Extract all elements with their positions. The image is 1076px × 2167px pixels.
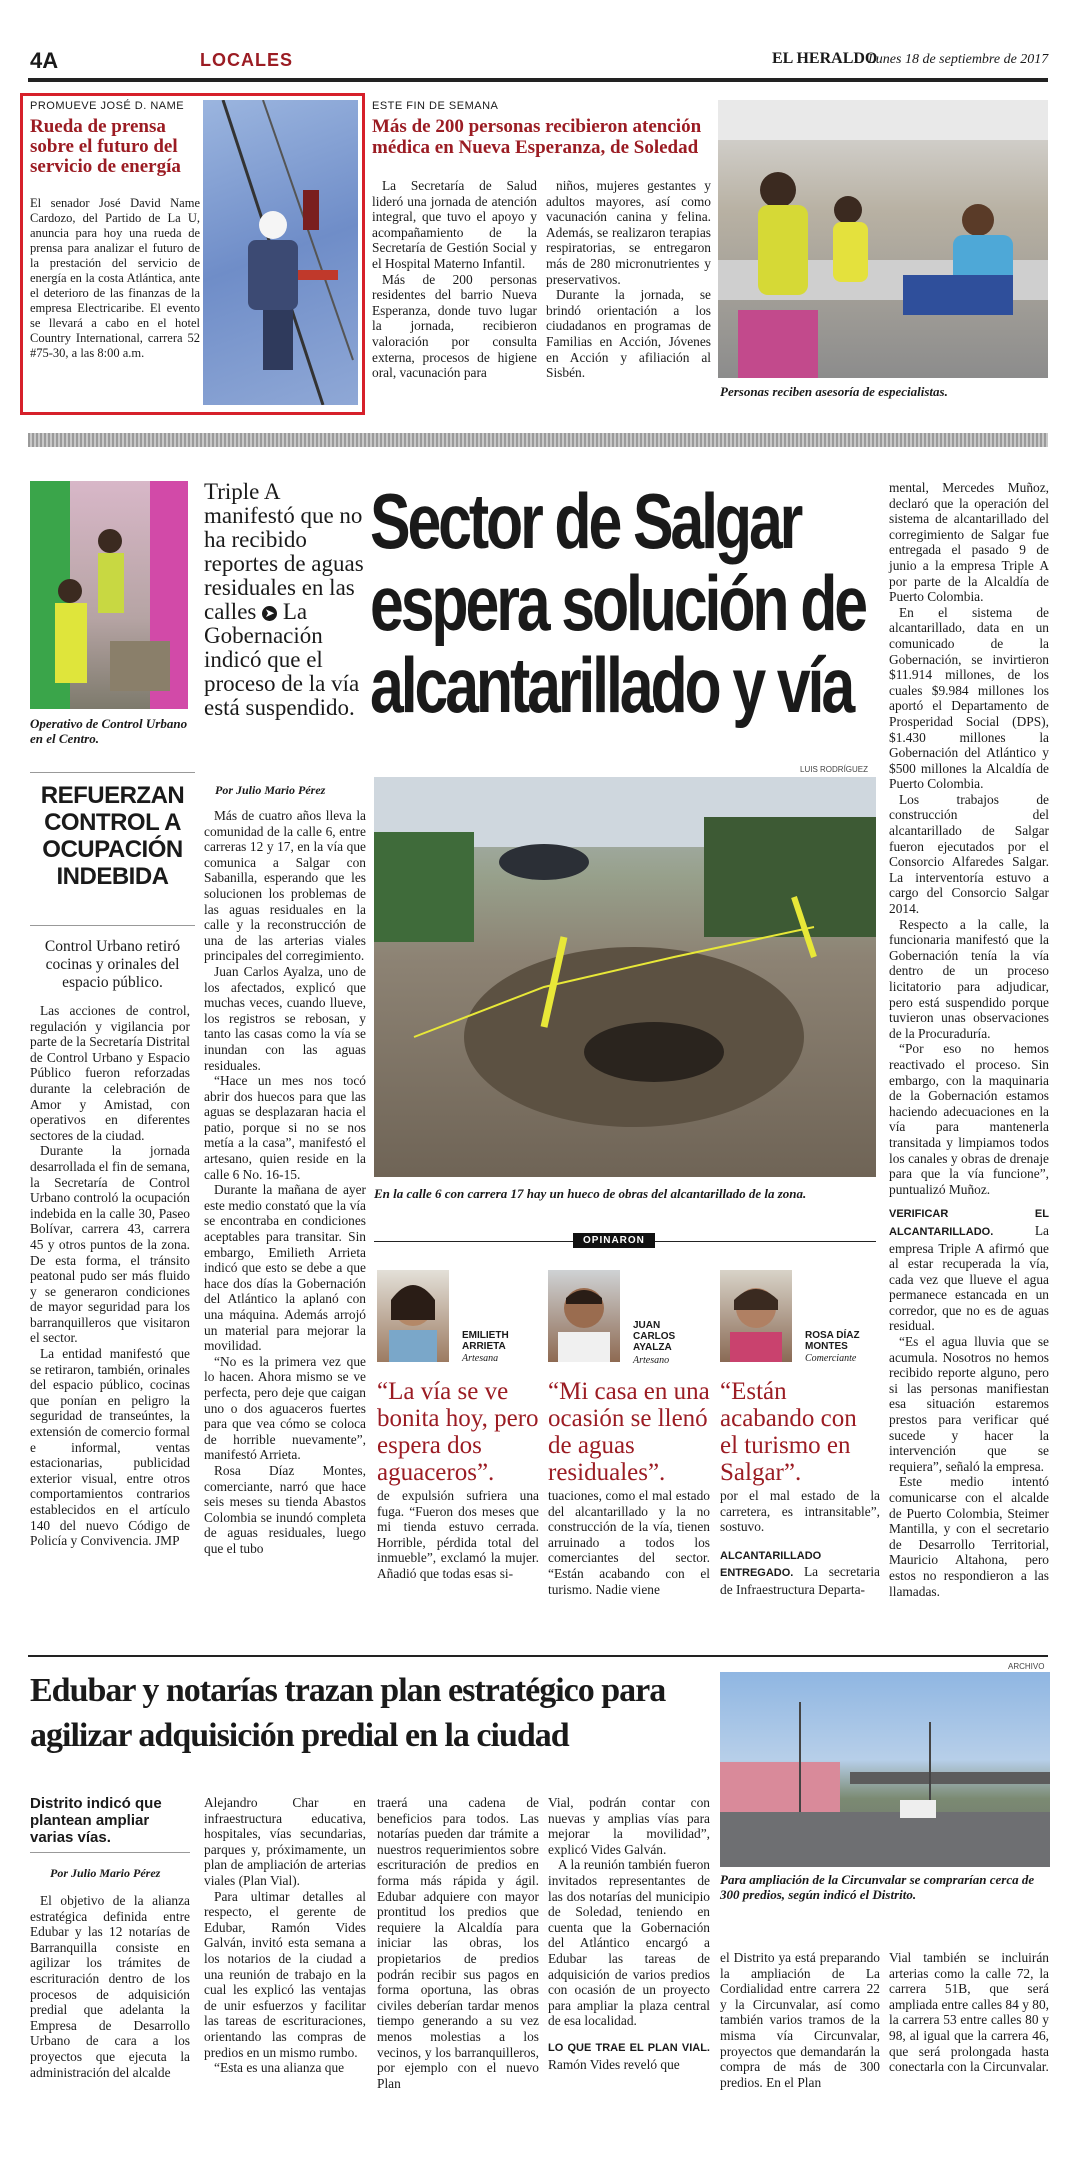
health-title: Más de 200 personas recibieron atención médica en Nueva Esperanza, de Soledad	[372, 116, 702, 158]
edubar-rule	[28, 1655, 1048, 1657]
control-body: Las acciones de control, regulación y vigilancia por parte de la Secretaría Distrital de Control Urbano y Espacio Público fueron reforzadas durante la celebración de Amor y Amistad, con operativos en diferentes sectores de la ciudad. Durante la jornada desarrollada el fin de semana, la Secretaría de Control Urbano controló la ocupación indebida en la calle 30, Paseo Bolívar, carrera 43, carrera 45 y otros puntos de la zona. De esta forma, el tránsito peatonal pudo ser más fluido y se generaron condiciones de mayor seguridad para los barranquilleros que visitaron el sector. La entidad manifestó que se retiraron, también, orinales del espacio público, cocinas que ponían en peligro la seguridad de transeúntes, la extensión de comercio formal e informal, ventas estacionarias, publicidad exterior visual, entre otros comportamientos contrarios establecidos en el artículo 140 del nuevo Código de Policía y Convivencia. JMP	[30, 1003, 190, 1549]
salgar-bottom-col-2: de expulsión sufriera una fuga. “Fueron dos meses que mi tienda estuvo cerrada. Horrible, pérdida total del inmueble”, exclamó la mujer. Añadió que todas esas si-	[377, 1488, 539, 1581]
brief-kicker: PROMUEVE JOSÉ D. NAME	[30, 100, 185, 112]
opinion-photo-1	[377, 1270, 449, 1362]
edubar-col-2: Alejandro Char en infraestructura educativa, hospitales, vías secundarias, parques y, próximamente, un plan de ampliación de arterias viales (Plan Vial). Para ultimar detalles al respecto, el gerente de Edubar, Ramón Vides Galván, invitó esta semana a los notarios de la ciudad a una reunión de trabajo en la cual les explicó las ventajas de unir esfuerzos y facilitar las tareas de escrituraciones, orientando las compras de predios en un mismo rumbo. “Esta es una alianza que	[204, 1795, 366, 2076]
salgar-bottom-col-3: tuaciones, como el mal estado del alcantarillado y la no construcción de la vía, tienen arruinado a todos los comerciantes del sector. “Están acabando con el turismo. Nadie viene	[548, 1488, 710, 1597]
arrow-right-icon: ➤	[262, 606, 277, 621]
opinion-quote-2: “Mi casa en una ocasión se llenó de aguas residuales”.	[548, 1378, 710, 1486]
opinion-photo-3	[720, 1270, 792, 1362]
health-col-1: La Secretaría de Salud lideró una jornada de atención integral, que tuvo el apoyo y acompañamiento de la Secretaría de Gestión Social y el Hospital Materno Infantil. Más de 200 personas residentes del barrio Nueva Esperanza, donde tuvo lugar la jornada, recibieron valoración por consulta externa, procesos de higiene oral, vacunación para	[372, 178, 537, 381]
brief-photo	[203, 100, 358, 405]
opinion-role-1: Artesana	[462, 1353, 499, 1364]
opinion-name-2: JUAN CARLOS AYALZA	[633, 1320, 676, 1353]
opinaron-label: OPINARON	[573, 1233, 655, 1248]
edubar-col-4: Vial, podrán contar con nuevas y amplias vías para mejorar la movilidad”, explicó Vides Galván. A la reunión también fueron invitados representantes de las dos notarías del municipio de Soledad, teniendo en cuenta que la Gobernación del Atlántico encargó a Edubar las tareas de adquisición de varios predios con ocasión de un proyecto para ampliar la plaza central de esa localidad. LO QUE TRAE EL PLAN VIAL. Ramón Vides reveló que	[548, 1795, 710, 2072]
health-col-2: niños, mujeres gestantes y adultos mayores, así como vacunación canina y felina. Además, se realizaron terapias respiratorias, se entregaron más de 280 micronutrientes y preservativos. Durante la jornada, se brindó orientación a los ciudadanos en programas de Familias en Acción, Jóvenes en Acción y afiliación al Sisbén.	[546, 178, 711, 381]
edubar-deck: Distrito indicó que plantean ampliar varias vías.	[30, 1795, 162, 1846]
edubar-col-1: El objetivo de la alianza estratégica definida entre Edubar y las 12 notarías de Barranquilla consiste en agilizar los trámites de escrituración dentro de los procesos de adquisición predial que adelanta la Empresa de Desarrollo Urbano de cara a los proyectos que ejecuta la administración del alcalde	[30, 1893, 190, 2080]
opinion-name-1: EMILIETH ARRIETA	[462, 1330, 509, 1352]
salgar-photo-credit: LUIS RODRÍGUEZ	[800, 765, 869, 774]
control-caption: Operativo de Control Urbano en el Centro.	[30, 716, 188, 746]
salgar-photo	[374, 777, 876, 1177]
health-caption: Personas reciben asesoría de especialistas.	[720, 384, 948, 399]
salgar-right-col: mental, Mercedes Muñoz, declaró que la operación del sistema de alcantarillado del corregimiento de Salgar fue entregada el pasado 9 de junio a la empresa Triple A por parte de la Alcaldía de Puerto Colombia. En el sistema de alcantarillado, data en un comunicado de la Gobernación, se invirtieron $11.914 millones, de los cuales $9.984 millones los aportó el Departamento de Prosperidad Social (DPS), $1.430 millones la Gobernación del Atlántico y $500 millones la Alcaldía de Puerto Colombia. Los trabajos de construcción del alcantarillado de Salgar fueron ejecutados por el Consorcio Alfaredes Salgar. La interventoría estuvo a cargo del Consorcio Salgar 2014. Respecto a la calle, la funcionaria manifestó que la Gobernación tenía la vía dentro de un proceso licitatorio para adjudicar, pero está suspendido porque tuvieron unas observaciones de la Procuraduría. “Por eso no hemos reactivado el proceso. Sin embargo, con la maquinaria de la Gobernación estamos haciendo adecuaciones en la vía para mantenerla transitada y limpiamos todos los canales y obras de drenaje para que la vía funcione”, puntualizó Muñoz. VERIFICAR EL ALCANTARILLADO. La empresa Triple A afirmó que al estar recuperada la vía, cada vez que llueve el agua permanece estancada en un corredor, que no es de aguas residual. “Es el agua lluvia que se acumula. Nosotros no hemos recibido reporte alguno, pero si las personas manifiestan esa situación estaremos prestos para verificar qué sucede y hacer la intervención que se requiera”, señaló la empresa. Este medio intentó comunicarse con el alcalde de Puerto Colombia, Steimer Mantilla, y con el secretario de Desarrollo Territorial, Mauricio Altahona, pero estos no respondieron a las llamadas.	[889, 480, 1049, 1599]
opinion-role-2: Artesano	[633, 1355, 670, 1366]
salgar-bottom-col-4: por el mal estado de la carretera, es intransitable”, sostuvo. ALCANTARILLADO ENTREGADO. La secretaria de Infraestructura Departa-	[720, 1488, 880, 1597]
edubar-byline: Por Julio Mario Pérez	[50, 1866, 161, 1880]
control-rule-top	[30, 772, 195, 773]
control-photo	[30, 481, 188, 709]
page-number: 4A	[30, 48, 59, 73]
masthead-brand: EL HERALDO	[772, 50, 878, 67]
health-photo	[718, 100, 1048, 378]
masthead-date: Lunes 18 de septiembre de 2017	[868, 52, 1049, 67]
header-rule	[28, 78, 1048, 82]
opinion-role-3: Comerciante	[805, 1353, 857, 1364]
salgar-pullquote: Triple A manifestó que no ha recibido reportes de aguas residuales en las calles ➤ La Gobernación indicó que el proceso de la vía está suspendido.	[204, 479, 364, 720]
salgar-headline: Sector de Salgar espera solución de alcantarillado y vía	[370, 480, 865, 729]
control-rule-mid	[30, 925, 195, 926]
salgar-caption: En la calle 6 con carrera 17 hay un hueco de obras del alcantarillado de la zona.	[374, 1186, 807, 1201]
control-deck: Control Urbano retiró cocinas y orinales del espacio público.	[44, 938, 181, 991]
opinion-quote-1: “La vía se ve bonita hoy, pero espera dos aguaceros”.	[377, 1378, 539, 1486]
edubar-caption: Para ampliación de la Circunvalar se comprarían cerca de 300 predios, según indicó el Distrito.	[720, 1872, 1035, 1902]
edubar-headline: Edubar y notarías trazan plan estratégico para agilizar adquisición predial en la ciudad	[30, 1672, 666, 1754]
edubar-col-5: el Distrito ya está preparando la ampliación de La Cordialidad entre carrera 22 y la Circunvalar, así como también varios tramos de la misma vía Circunvalar, proyectos que demandarán la compra de más de 300 predios. En el Plan	[720, 1950, 880, 2090]
opinion-quote-3: “Están acabando con el turismo en Salgar”.	[720, 1378, 857, 1486]
health-kicker: ESTE FIN DE SEMANA	[372, 100, 499, 112]
section-divider	[28, 433, 1048, 447]
salgar-col-1: Más de cuatro años lleva la comunidad de la calle 6, entre carreras 12 y 17, en la vía que comunica a Salgar con Sabanilla, esperando que les solucionen los problemas de las aguas residuales en la calle y la reconstrucción de una de las arterias viales principales del corregimiento. Juan Carlos Ayalza, uno de los afectados, explicó que muchas veces, cuando llueve, los registros se rebosan, y tanto las casas como la vía se inundan con las aguas residuales. “Hace un mes nos tocó abrir dos huecos para que las aguas se desplazaran hacia el patio, porque si no se nos metía a la casa”, manifestó el artesano, quien reside en la calle 6 No. 16-15. Durante la mañana de ayer este medio constató que la vía se encontraba en condiciones aceptables para transitar. Sin embargo, Emilieth Arrieta indicó que esto se debe a que hace dos días la Gobernación del Atlántico la aplanó con una máquina. Además arrojó un material para mejorar la movilidad. “No es la primera vez que lo hacen. Ahora mismo se ve perfecta, pero deje que caigan uno o dos aguaceros fuertes para que vea cómo se coloca de horrible nuevamente”, manifestó Arrieta. Rosa Díaz Montes, comerciante, narró que hace seis meses su tienda Abastos Colombia se inundó completa de aguas residuales, luego que el tubo	[204, 808, 366, 1556]
edubar-deck-rule	[30, 1852, 190, 1853]
opinion-photo-2	[548, 1270, 620, 1362]
salgar-byline: Por Julio Mario Pérez	[215, 783, 326, 797]
edubar-photo-credit: ARCHIVO	[1008, 1662, 1045, 1671]
edubar-photo	[720, 1672, 1050, 1867]
edubar-col-6: Vial también se incluirán arterias como la calle 72, la carrera 51B, que será ampliada entre calles 84 y 80, la carrera 53 entre calles 80 y 98, al igual que la carrera 46, que será prolongada hasta conectarla con la Circunvalar.	[889, 1950, 1049, 2075]
brief-title: Rueda de prensa sobre el futuro del servicio de energía	[30, 116, 181, 177]
salgar-headline-wrap	[370, 480, 878, 760]
brief-body: El senador José David Name Cardozo, del Partido de La U, anuncia para hoy una rueda de prensa para analizar el futuro de la prestación del servicio de energía en la costa Atlántica, ante el deterioro de las finanzas de la empresa Electricaribe. El evento se llevará a cabo en el hotel Country International, carrera 52 #75-30, a las 8:00 a.m.	[30, 196, 200, 360]
edubar-col-3: traerá una cadena de beneficios para todos. Las notarías pueden dar trámite a nuestros requerimientos sobre escrituración de predios en forma más rápida y ágil. Edubar adquiere con mayor prontitud los predios que requiere la Alcaldía para iniciar las obras, los propietarios de predios podrán recibir sus pagos en forma oportuna, las obras civiles deberían tardar menos tiempo generando a su vez menos molestias a los vecinos, y los barranquilleros, por ejemplo con el nuevo Plan	[377, 1795, 539, 2091]
control-headline: REFUERZAN CONTROL A OCUPACIÓN INDEBIDA	[40, 782, 185, 890]
opinion-name-3: ROSA DÍAZ MONTES	[805, 1330, 860, 1352]
section-label: LOCALES	[200, 50, 294, 70]
